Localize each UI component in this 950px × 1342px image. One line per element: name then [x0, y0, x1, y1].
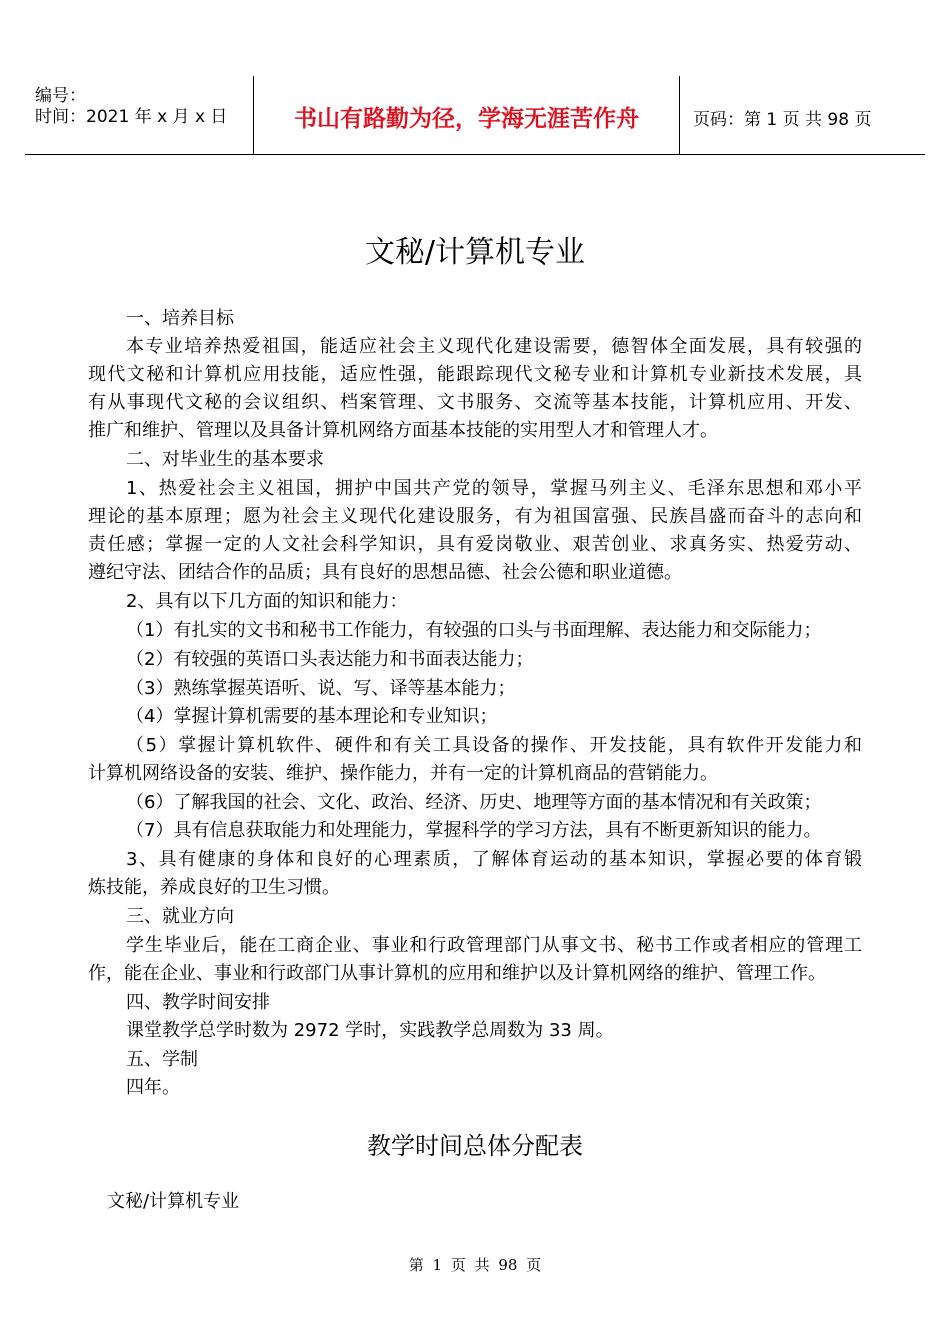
list-heading: 2、具有以下几方面的知识和能力： [126, 591, 408, 612]
header-motto-cell [254, 76, 680, 154]
header-page-cell [680, 76, 925, 154]
paragraph-line: 学生毕业后，能在工商企业、事业和行政管理部门从事文书、秘书工作或者相应的管理工 [126, 935, 862, 956]
paragraph-line: 本专业培养热爱祖国，能适应社会主义现代化建设需要，德智体全面发展，具有较强的 [126, 336, 862, 357]
list-item: （7）具有信息获取能力和处理能力，掌握科学的学习方法，具有不断更新知识的能力。 [126, 820, 822, 841]
paragraph-line: 理论的基本原理；愿为社会主义现代化建设服务，有为祖国富强、民族昌盛而奋斗的志向和 [88, 506, 862, 527]
paragraph-line: 推广和维护、管理以及具备计算机网络方面基本技能的实用型人才和管理人才。 [88, 420, 718, 441]
document-header [25, 76, 925, 155]
paragraph-line: 责任感；掌握一定的人文社会科学知识，具有爱岗敬业、艰苦创业、求真务实、热爱劳动、 [88, 534, 862, 555]
paragraph-line: 课堂教学总学时数为 2972 学时，实践教学总周数为 33 周。 [126, 1020, 614, 1041]
paragraph-line: 四年。 [126, 1077, 180, 1098]
list-item: （2）有较强的英语口头表达能力和书面表达能力； [126, 649, 534, 670]
program-label: 文秘/计算机专业 [107, 1191, 240, 1212]
page-footer: 第 1 页 共 98 页 [408, 1256, 542, 1274]
list-item: （5）掌握计算机软件、硬件和有关工具设备的操作、开发技能，具有软件开发能力和 [126, 735, 862, 756]
list-item: （3）熟练掌握英语听、说、写、译等基本能力； [126, 678, 516, 699]
list-item: （4）掌握计算机需要的基本理论和专业知识； [126, 706, 498, 727]
paragraph-line: 1、热爱社会主义祖国，拥护中国共产党的领导，掌握马列主义、毛泽东思想和邓小平 [126, 478, 862, 499]
table-title: 教学时间总体分配表 [367, 1132, 583, 1160]
motto-text: 书山有路勤为径，学海无涯苦作舟 [294, 106, 639, 132]
section-heading-requirements: 二、对毕业生的基本要求 [126, 449, 324, 470]
list-item-continuation: 计算机网络设备的安装、维护、操作能力，并有一定的计算机商品的营销能力。 [88, 763, 718, 784]
header-meta-cell [25, 76, 254, 154]
list-item: （1）有扎实的文书和秘书工作能力，有较强的口头与书面理解、表达能力和交际能力； [126, 620, 822, 641]
document-number-label: 编号： [35, 86, 86, 106]
list-item: （6）了解我国的社会、文化、政治、经济、历史、地理等方面的基本情况和有关政策； [126, 792, 822, 813]
paragraph-line: 作，能在企业、事业和行政部门从事计算机的应用和维护以及计算机网络的维护、管理工作。 [88, 963, 826, 984]
paragraph-line: 遵纪守法、团结合作的品质；具有良好的思想品德、社会公德和职业道德。 [88, 562, 682, 583]
section-heading-goals: 一、培养目标 [126, 308, 234, 329]
section-heading-schedule: 四、教学时间安排 [126, 992, 270, 1013]
paragraph-line: 现代文秘和计算机应用技能，适应性强，能跟踪现代文秘专业和计算机专业新技术发展，具 [88, 364, 862, 385]
paragraph-line: 有从事现代文秘的会议组织、档案管理、文书服务、交流等基本技能，计算机应用、开发、 [88, 392, 862, 413]
document-time-label: 时间：2021 年 x 月 x 日 [35, 107, 228, 127]
paragraph-line: 炼技能，养成良好的卫生习惯。 [88, 877, 340, 898]
document-title: 文秘/计算机专业 [364, 235, 586, 270]
page-info: 页码：第 1 页 共 98 页 [693, 110, 872, 130]
section-heading-duration: 五、学制 [126, 1049, 198, 1070]
paragraph-line: 3、具有健康的身体和良好的心理素质，了解体育运动的基本知识，掌握必要的体育锻 [126, 849, 862, 870]
section-heading-employment: 三、就业方向 [126, 906, 234, 927]
